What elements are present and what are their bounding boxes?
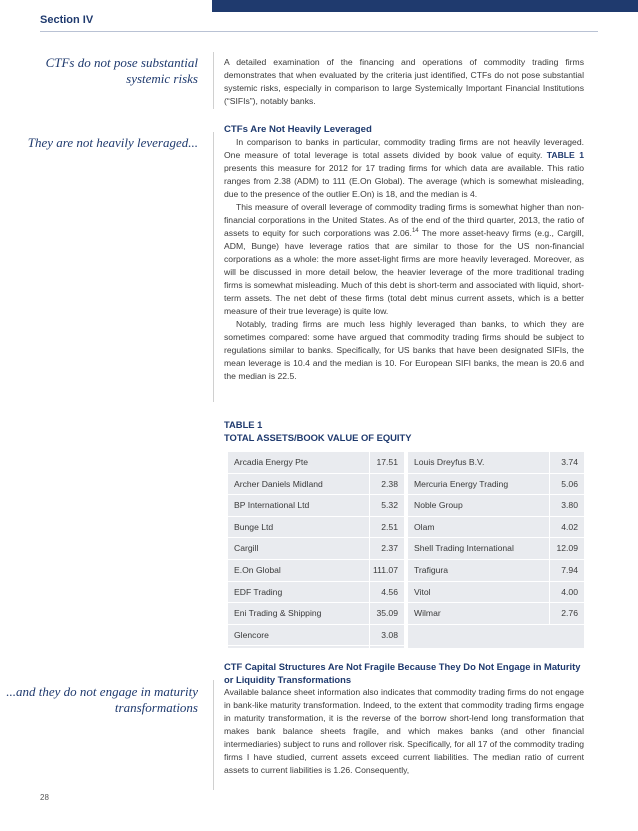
firm-name: EDF Trading [234,586,283,597]
page-number: 28 [40,793,49,802]
table-row [408,474,584,496]
table-row [228,517,404,539]
ratio-value: 3.80 [561,500,578,511]
table-caption: TOTAL ASSETS/BOOK VALUE OF EQUITY [224,432,412,443]
text: presents this measure for 2012 for 17 trading firms for which data are available. This ratio ranges from 2.38 (ADM) to 111 (E.On Global). The average (which is somewhat misleading, due to the presence of the outlier E.On) is 18, and the median is 4. [224,163,584,199]
paragraph [224,136,584,201]
section-divider [40,31,598,32]
table-row [408,582,584,604]
firm-name: Arcadia Energy Pte [234,457,309,467]
table-row [228,560,404,582]
firm-name: Shell Trading International [414,543,514,554]
firm-name: Mercuria Energy Trading [414,478,509,489]
maturity-paragraph: Available balance sheet information also indicates that commodity trading firms do not engage in bank-like maturity transformation. Indeed, to the extent that commodity trading firms engage in maturity transformation, it is the reverse of the borrow short-lend long transformation that makes bank balance sheets fragile, and which makes banks (and other financial intermediaries) subject to runs and rollover risk. Specifically, for all 17 of the commodity trading firms I have studied, current assets exceed current liabilities. The median ratio of current assets to current liabilities is 1.26. Consequently, [224,687,584,775]
ratio-value: 111.07 [372,565,398,575]
table-row [228,582,404,604]
firm-name: Wilmar [414,608,441,619]
firm-name: Bunge Ltd [234,521,274,532]
ratio-value: 12.09 [556,543,578,554]
paragraph: Notably, trading firms are much less highly leveraged than banks, to which they are sometimes compared: some have argued that commodity trading firms should be subject to regulations similar to banks. Specifically, for US banks that have been designated SIFIs, the mean leverage is 10.4 and the median is 10. For European SIFI banks, the mean is 20.6 and the median is 22.5. [224,319,584,381]
ratio-value: 2.51 [381,521,398,532]
sidenote-systemic-risks: CTFs do not pose substantial systemic risks [45,55,198,86]
table-row [228,625,404,647]
column-rule [213,680,214,790]
heading-capital-structures: CTF Capital Structures Are Not Fragile Because They Do Not Engage in Maturity or Liquidity Transformations [224,661,581,685]
ratio-value: 35.09 [376,608,398,619]
firm-name: BP International Ltd [234,500,310,511]
table-row [408,517,584,539]
table-reference[interactable]: TABLE 1 [546,150,585,160]
ratio-value: 3.08 [381,629,398,640]
firm-name: Archer Daniels Midland [234,478,323,489]
paragraph [224,201,584,318]
firm-name: Louis Dreyfus B.V. [414,457,485,467]
text: The more asset-heavy firms (e.g., Cargill, ADM, Bunge) have leverage ratios that are similar to those for the US non-financial corporations as a whole: the more asset-light firms are more heavily leveraged. Moreover, as will be discussed in more detail below, the heavier leverage of the more traditional trading firms is somewhat misleading. Much of this debt is short-term and associated with liquid, short-term assets. The net debt of these firms (total debt minus current assets, which is a better measure of their true leverage) is quite low. [224,228,584,316]
table-row [228,603,404,625]
table-row [228,495,404,517]
firm-name: Olam [414,521,435,532]
leverage-body [224,136,584,383]
text: In comparison to banks in particular, commodity trading firms are not heavily leveraged. One measure of total leverage is total assets divided by book value of equity. [224,137,584,160]
table-row [408,603,584,625]
header-bar [212,0,638,12]
leverage-table [228,452,584,648]
firm-name: Trafigura [414,565,449,575]
table-row [408,538,584,560]
table-row [408,495,584,517]
footnote-marker[interactable]: 14 [411,228,419,235]
firm-name: Noble Group [414,500,463,511]
heading-leverage: CTFs Are Not Heavily Leveraged [224,124,372,135]
firm-name: E.On Global [234,565,281,575]
sidenote-maturity: ...and they do not engage in maturity transformations [6,684,198,715]
ratio-value: 4.00 [561,586,578,597]
table-row [408,452,584,474]
table-row [228,452,404,474]
ratio-value: 7.94 [561,565,578,575]
ratio-value: 3.74 [561,457,578,467]
ratio-value: 4.56 [381,586,398,597]
table-row [408,560,584,582]
table-row [228,474,404,496]
firm-name: Cargill [234,543,259,554]
table-label: TABLE 1 [224,419,263,430]
ratio-value: 17.51 [376,457,398,467]
intro-paragraph: A detailed examination of the financing and operations of commodity trading firms demonstrates that when evaluated by the criteria just identified, CTFs do not pose substantial systemic risks, especially in comparison to large Systemically Important Financial Institutions (“SIFIs”), notably banks. [224,57,584,106]
section-label: Section IV [40,14,94,26]
ratio-value: 5.06 [561,478,578,489]
ratio-value: 5.32 [381,500,398,511]
ratio-value: 4.02 [561,521,578,532]
firm-name: Vitol [414,586,431,597]
table-title [224,418,412,444]
firm-name: Eni Trading & Shipping [234,608,322,619]
ratio-value: 2.76 [561,608,578,619]
sidenote-not-leveraged: They are not heavily leveraged... [27,135,198,150]
column-rule [213,52,214,109]
text: This measure of overall leverage of commodity trading firms is somewhat higher than non-financial corporations in the United States. As of the end of the third quarter, 2013, the ratio of assets to equity for such corporations was 2.06. [224,202,584,238]
ratio-value: 2.37 [381,543,398,554]
ratio-value: 2.38 [381,478,398,489]
table-row [228,538,404,560]
column-rule [213,132,214,402]
firm-name: Glencore [234,629,269,640]
